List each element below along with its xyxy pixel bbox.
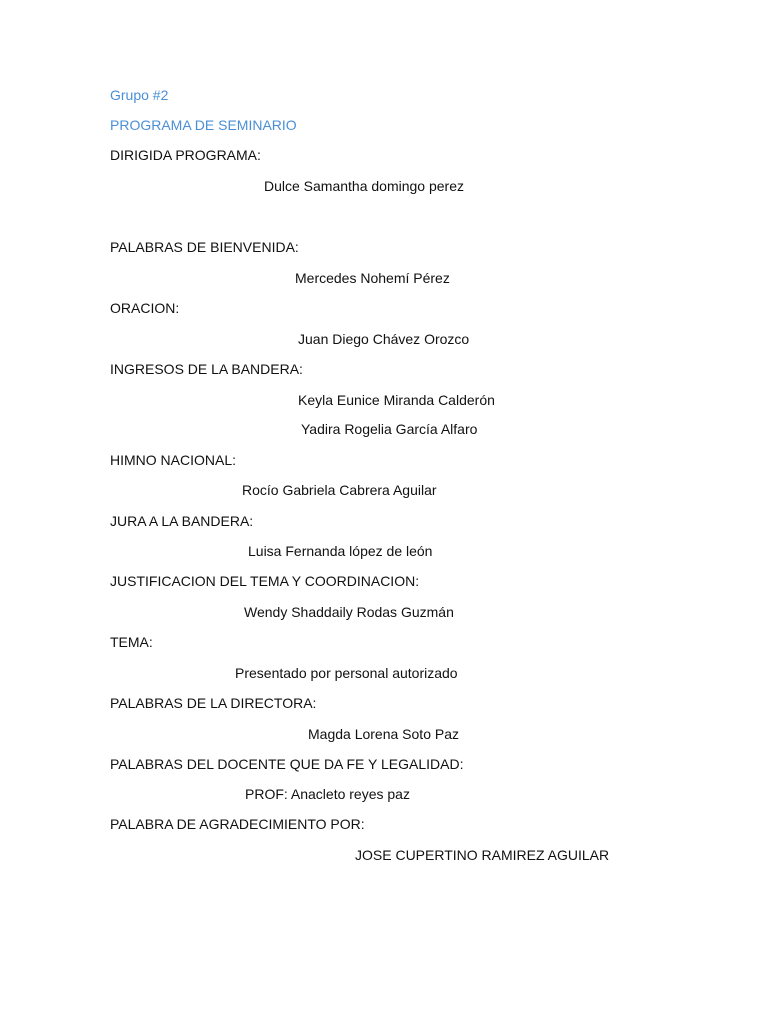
- section-name-himno: Rocío Gabriela Cabrera Aguilar: [242, 482, 437, 498]
- section-name-bandera-2: Yadira Rogelia García Alfaro: [301, 421, 478, 437]
- section-label-bandera: INGRESOS DE LA BANDERA:: [110, 361, 303, 377]
- section-name-oracion: Juan Diego Chávez Orozco: [298, 331, 470, 347]
- program-title: PROGRAMA DE SEMINARIO: [110, 117, 297, 133]
- section-label-jura: JURA A LA BANDERA:: [110, 513, 254, 529]
- section-label-bienvenida: PALABRAS DE BIENVENIDA:: [110, 239, 299, 255]
- section-label-oracion: ORACION:: [110, 300, 180, 316]
- section-label-directora: PALABRAS DE LA DIRECTORA:: [110, 695, 317, 711]
- section-label-justificacion: JUSTIFICACION DEL TEMA Y COORDINACION:: [110, 573, 420, 589]
- group-label: Grupo #2: [110, 87, 169, 103]
- section-name-dirigida: Dulce Samantha domingo perez: [264, 178, 465, 194]
- section-name-tema: Presentado por personal autorizado: [235, 665, 458, 681]
- section-name-docente: PROF: Anacleto reyes paz: [245, 786, 410, 802]
- section-label-docente: PALABRAS DEL DOCENTE QUE DA FE Y LEGALIDAD:: [110, 756, 464, 772]
- section-name-bandera-1: Keyla Eunice Miranda Calderón: [298, 392, 495, 408]
- section-label-himno: HIMNO NACIONAL:: [110, 452, 237, 468]
- section-label-agradecimiento: PALABRA DE AGRADECIMIENTO POR:: [110, 816, 365, 832]
- section-label-tema: TEMA:: [110, 634, 153, 650]
- section-name-directora: Magda Lorena Soto Paz: [308, 726, 459, 742]
- section-name-agradecimiento: JOSE CUPERTINO RAMIREZ AGUILAR: [355, 847, 610, 863]
- section-name-bienvenida: Mercedes Nohemí Pérez: [295, 270, 450, 286]
- section-name-justificacion: Wendy Shaddaily Rodas Guzmán: [244, 604, 454, 620]
- section-label-dirigida: DIRIGIDA PROGRAMA:: [110, 147, 261, 163]
- section-name-jura: Luisa Fernanda lópez de león: [248, 543, 433, 559]
